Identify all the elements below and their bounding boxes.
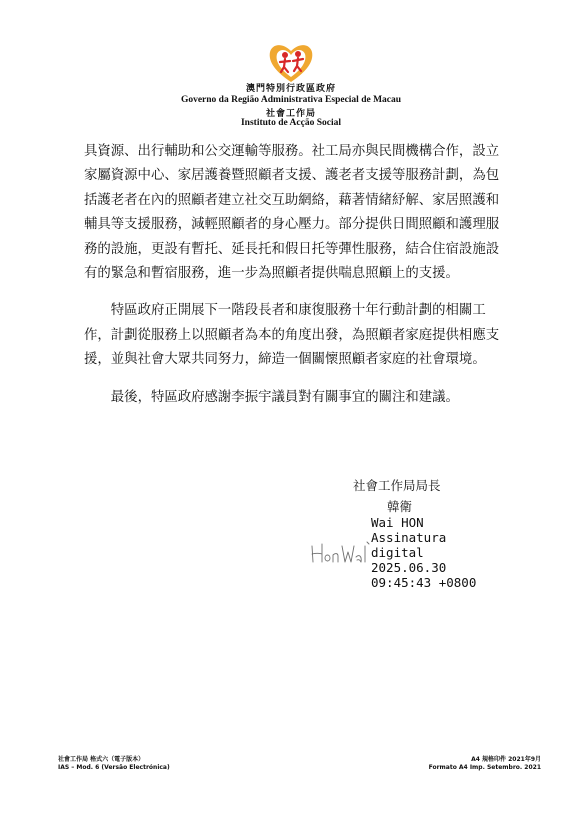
footer-print-format-portuguese: Formato A4 Imp. Setembro. 2021 <box>428 764 541 771</box>
digital-signature-line: digital <box>371 545 424 560</box>
body-paragraph: 具資源、出行輔助和公交運輸等服務。社工局亦與民間機構合作，設立家屬資源中心、家居護養暨照顧者支援、護老者支援等服務計劃，為包括護老者在內的照顧者建立社交互助網絡，藉著情緒紓解、家居照護和輔具等支援服務，減輕照顧者的身心壓力。部分提供日間照顧和護理服務的設施，更設有暫托、延長托和假日托等彈性服務，結合住宿設施設有的緊急和暫宿服務，進一步為照顧者提供喘息照顧上的支援。 <box>84 144 500 282</box>
footer-left <box>58 756 170 772</box>
department-name-chinese: 社會工作局 <box>265 108 316 118</box>
digital-signature-block <box>371 515 476 590</box>
body-paragraph: 最後，特區政府感謝李振宇議員對有關事宜的關注和建議。 <box>110 389 459 405</box>
body-paragraph: 特區政府正開展下一階段長者和康復服務十年行動計劃的相關工作，計劃從服務上以照顧者為本的角度出發，為照顧者家庭提供相應支援，並與社會大眾共同努力，締造一個關懷照顧者家庭的社會環境。 <box>84 303 500 368</box>
digital-signature-line: Assinatura <box>371 530 447 545</box>
signatory-title: 社會工作局局長 <box>353 478 441 493</box>
government-name-portuguese: Governo da Região Administrativa Especial de Macau <box>180 95 402 105</box>
digital-signature-line: Wai HON <box>371 515 424 530</box>
ias-logo-icon <box>266 40 316 84</box>
footer-right <box>429 756 541 772</box>
footer-print-format-chinese: A4 規格印件 2021年9月 <box>471 756 541 763</box>
department-name-portuguese: Instituto de Acção Social <box>240 118 341 128</box>
footer-form-code-portuguese: IAS – Mod. 6 (Versão Electrónica) <box>58 764 170 771</box>
handwritten-signature <box>310 538 374 568</box>
digital-signature-time: 09:45:43 +0800 <box>371 575 477 590</box>
signatory-name: 韓衛 <box>387 499 413 514</box>
footer-form-code-chinese: 社會工作局 格式六（電子版本） <box>58 756 145 763</box>
letter-body <box>84 140 502 410</box>
digital-signature-date: 2025.06.30 <box>371 560 447 575</box>
government-name-chinese: 澳門特別行政區政府 <box>245 83 336 93</box>
